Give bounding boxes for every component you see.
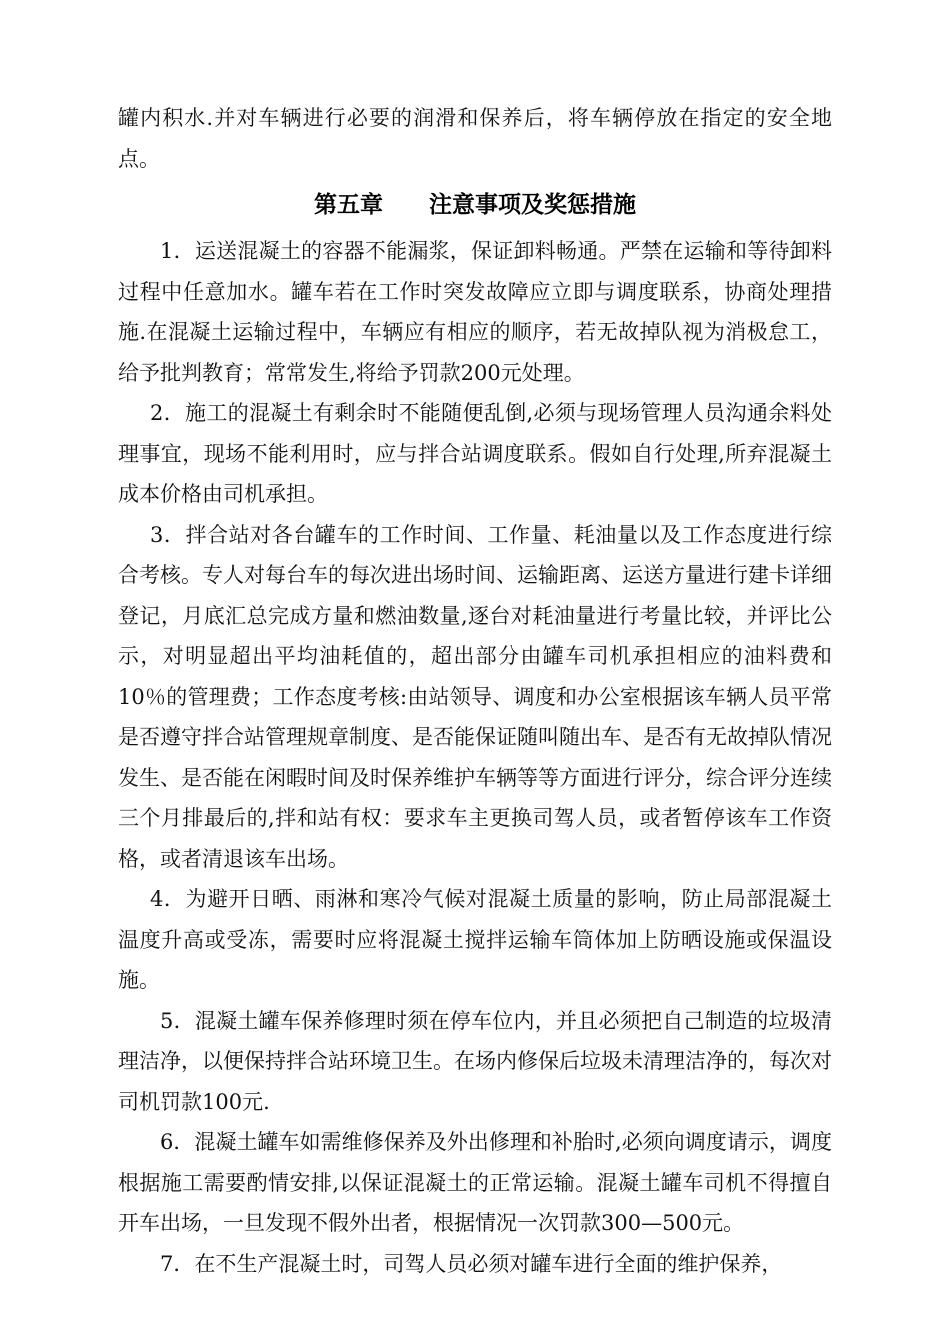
chapter-number: 第五章	[314, 192, 383, 218]
rule-item-1: 1．运送混凝土的容器不能漏浆，保证卸料畅通。严禁在运输和等待卸料过程中任意加水。罐车若在工作时突发故障应立即与调度联系，协商处理措施.在混凝土运输过程中，车辆应有相应的顺序，若无故掉队视为消极怠工，给予批判教育；常常发生,将给予罚款200元处理。	[118, 239, 832, 385]
chapter-title: 注意事项及奖惩措施	[429, 192, 636, 218]
chapter-heading	[118, 179, 832, 231]
rule-item-2: 2．施工的混凝土有剩余时不能随便乱倒,必须与现场管理人员沟通余料处理事宜，现场不能利用时，应与拌合站调度联系。假如自行处理,所弃混凝土成本价格由司机承担。	[118, 401, 832, 506]
document-body	[118, 98, 832, 1284]
rule-item-3: 3．拌合站对各台罐车的工作时间、工作量、耗油量以及工作态度进行综合考核。专人对每台车的每次进出场时间、运输距离、运送方量进行建卡详细登记，月底汇总完成方量和燃油数量,逐台对耗油量进行考量比较，并评比公示，对明显超出平均油耗值的，超出部分由罐车司机承担相应的油料费和10％的管理费；工作态度考核:由站领导、调度和办公室根据该车辆人员平常是否遵守拌合站管理规章制度、是否能保证随叫随出车、是否有无故掉队情况发生、是否能在闲暇时间及时保养维护车辆等等方面进行评分，综合评分连续三个月排最后的,拌和站有权：要求车主更换司驾人员，或者暂停该车工作资格，或者清退该车出场。	[118, 522, 832, 871]
rule-item-4: 4．为避开日晒、雨淋和寒冷气候对混凝土质量的影响，防止局部混凝土温度升高或受冻，需要时应将混凝土搅拌运输车筒体加上防晒设施或保温设施。	[118, 887, 832, 992]
rule-item-6: 6．混凝土罐车如需维修保养及外出修理和补胎时,必须向调度请示，调度根据施工需要酌情安排,以保证混凝土的正常运输。混凝土罐车司机不得擅自开车出场，一旦发现不假外出者，根据情况一次罚款300—500元。	[118, 1130, 832, 1235]
rule-item-5: 5．混凝土罐车保养修理时须在停车位内，并且必须把自己制造的垃圾清理洁净，以便保持拌合站环境卫生。在场内修保后垃圾未清理洁净的，每次对司机罚款100元.	[118, 1008, 832, 1114]
rule-item-7: 7．在不生产混凝土时，司驾人员必须对罐车进行全面的维护保养，	[160, 1251, 783, 1276]
continuation-paragraph: 罐内积水.并对车辆进行必要的润滑和保养后，将车辆停放在指定的安全地点。	[118, 106, 832, 171]
